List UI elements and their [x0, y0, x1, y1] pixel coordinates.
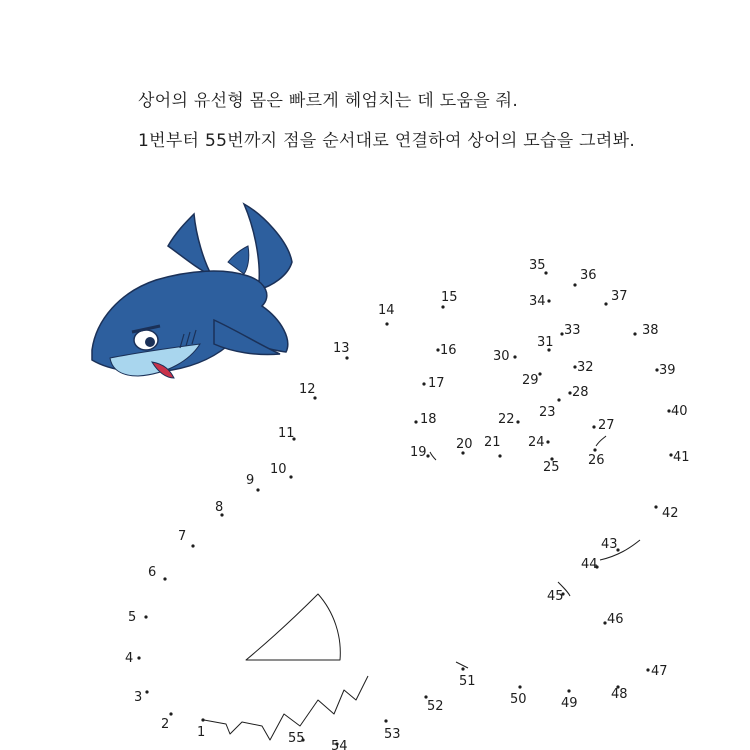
dot-number: 55 — [288, 731, 305, 746]
dot-marker — [654, 505, 657, 508]
dot-number: 9 — [246, 473, 255, 488]
dot-number: 47 — [651, 664, 668, 679]
dot-11 — [278, 426, 296, 441]
dot-12 — [299, 382, 317, 400]
dot-number: 44 — [581, 557, 598, 572]
dot-marker — [592, 425, 595, 428]
dot-number: 2 — [161, 717, 170, 732]
dot-22 — [498, 412, 520, 427]
dot-number: 5 — [128, 610, 137, 625]
dot-marker — [538, 372, 541, 375]
dot-number: 17 — [428, 376, 445, 391]
dot-marker — [163, 577, 166, 580]
dot-marker — [345, 356, 348, 359]
dot-42 — [654, 505, 678, 521]
dot-18 — [414, 412, 436, 427]
dot-marker — [145, 690, 148, 693]
dot-31 — [537, 335, 554, 352]
dot-marker — [256, 488, 259, 491]
dot-marker — [573, 283, 576, 286]
dot-marker — [593, 448, 596, 451]
dot-55 — [288, 731, 305, 746]
dot-number: 46 — [607, 612, 624, 627]
dot-number: 34 — [529, 294, 546, 309]
dot-54 — [331, 739, 348, 750]
dot-number: 39 — [659, 363, 676, 378]
dot-marker — [169, 712, 172, 715]
dot-29 — [522, 372, 542, 388]
dot-45 — [547, 589, 565, 604]
dot-47 — [646, 664, 667, 679]
dot-number: 32 — [577, 360, 594, 375]
dot-number: 3 — [134, 690, 143, 705]
dot-7 — [178, 529, 195, 548]
dot-3 — [134, 690, 149, 705]
dot-32 — [573, 360, 593, 375]
dot-marker — [547, 299, 550, 302]
dot-14 — [378, 303, 395, 326]
dot-number: 15 — [441, 290, 458, 305]
dot-marker — [557, 398, 560, 401]
dot-41 — [669, 450, 689, 465]
dot-marker — [422, 382, 425, 385]
dot-marker — [513, 355, 516, 358]
dot-number: 51 — [459, 674, 476, 689]
dot-marker — [518, 685, 521, 688]
dot-15 — [441, 290, 458, 309]
dot-number: 33 — [564, 323, 581, 338]
dot-number: 8 — [215, 500, 224, 515]
dot-number: 29 — [522, 373, 539, 388]
dot-51 — [459, 667, 476, 689]
dot-number: 45 — [547, 589, 564, 604]
dot-37 — [604, 289, 627, 306]
dot-number: 53 — [384, 727, 401, 742]
dot-marker — [414, 420, 417, 423]
puzzle-outlines — [204, 436, 640, 740]
dot-20 — [456, 437, 473, 455]
dot-9 — [246, 473, 260, 492]
instruction-line-1: 상어의 유선형 몸은 빠르게 헤엄치는 데 도움을 줘. — [138, 91, 519, 111]
dot-marker — [516, 420, 519, 423]
dot-27 — [592, 418, 614, 433]
dot-35 — [529, 258, 548, 275]
dot-number: 23 — [539, 405, 556, 420]
dot-marker — [137, 656, 140, 659]
dot-number: 16 — [440, 343, 457, 358]
dot-marker — [441, 305, 444, 308]
dot-50 — [510, 685, 527, 707]
dot-number: 7 — [178, 529, 187, 544]
dot-marker — [201, 718, 204, 721]
dot-30 — [493, 349, 517, 364]
dot-number: 38 — [642, 323, 659, 338]
dot-13 — [333, 341, 350, 360]
dot-number: 36 — [580, 268, 597, 283]
dot-48 — [611, 685, 628, 702]
dot-number: 19 — [410, 445, 427, 460]
dot-number: 35 — [529, 258, 546, 273]
dot-number: 12 — [299, 382, 316, 397]
dot-marker — [646, 668, 649, 671]
dot-number: 49 — [561, 696, 578, 711]
instruction-line-2: 1번부터 55번까지 점을 순서대로 연결하여 상어의 모습을 그려봐. — [138, 131, 636, 151]
dot-23 — [539, 398, 561, 420]
dot-number: 24 — [528, 435, 545, 450]
dot-number: 22 — [498, 412, 515, 427]
dot-4 — [125, 651, 141, 666]
dot-marker — [384, 719, 387, 722]
dot-5 — [128, 610, 148, 625]
dot-24 — [528, 435, 550, 450]
dot-marker — [426, 454, 429, 457]
dot-53 — [384, 719, 401, 742]
dot-number: 50 — [510, 692, 527, 707]
dot-marker — [498, 454, 501, 457]
dot-39 — [655, 363, 675, 378]
dot-21 — [484, 435, 502, 458]
dot-52 — [424, 695, 443, 714]
dot-number: 37 — [611, 289, 628, 304]
dot-49 — [561, 689, 578, 711]
dot-number: 4 — [125, 651, 134, 666]
dot-number: 40 — [671, 404, 688, 419]
dot-marker — [385, 322, 388, 325]
dot-38 — [633, 323, 658, 338]
dot-marker — [633, 332, 636, 335]
dot-number: 41 — [673, 450, 690, 465]
dot-19 — [410, 445, 430, 460]
dot-40 — [667, 404, 687, 419]
dot-number: 25 — [543, 460, 560, 475]
dot-marker — [191, 544, 194, 547]
dot-25 — [543, 457, 560, 475]
dot-marker — [144, 615, 147, 618]
dot-marker — [604, 302, 607, 305]
dot-number: 6 — [148, 565, 157, 580]
dot-number: 31 — [537, 335, 554, 350]
dot-number: 14 — [378, 303, 395, 318]
dot-17 — [422, 376, 444, 391]
dot-number: 10 — [270, 462, 287, 477]
dot-number: 42 — [662, 506, 679, 521]
dot-1 — [197, 718, 205, 740]
dot-number: 11 — [278, 426, 295, 441]
dot-number: 28 — [572, 385, 589, 400]
dot-46 — [603, 612, 623, 627]
dot-number: 27 — [598, 418, 615, 433]
dot-44 — [581, 557, 599, 572]
dot-number: 30 — [493, 349, 510, 364]
dot-number: 26 — [588, 453, 605, 468]
dot-8 — [215, 500, 224, 517]
dot-number: 20 — [456, 437, 473, 452]
dot-26 — [588, 448, 605, 468]
dot-43 — [601, 537, 620, 552]
dot-number: 52 — [427, 699, 444, 714]
dot-number: 18 — [420, 412, 437, 427]
dot-number: 43 — [601, 537, 618, 552]
dot-marker — [289, 475, 292, 478]
dot-number: 54 — [331, 739, 348, 750]
dot-33 — [560, 323, 580, 338]
dot-number: 1 — [197, 725, 206, 740]
dot-6 — [148, 565, 167, 581]
dot-number: 13 — [333, 341, 350, 356]
dot-16 — [436, 343, 456, 358]
dot-marker — [461, 667, 464, 670]
dot-2 — [161, 712, 173, 732]
dot-28 — [568, 385, 588, 400]
shark-illustration — [92, 204, 292, 378]
dot-10 — [270, 462, 293, 479]
dot-number: 48 — [611, 687, 628, 702]
dot-36 — [573, 268, 596, 287]
dot-marker — [567, 689, 570, 692]
dot-number: 21 — [484, 435, 501, 450]
dot-34 — [529, 294, 551, 309]
dot-marker — [546, 440, 549, 443]
